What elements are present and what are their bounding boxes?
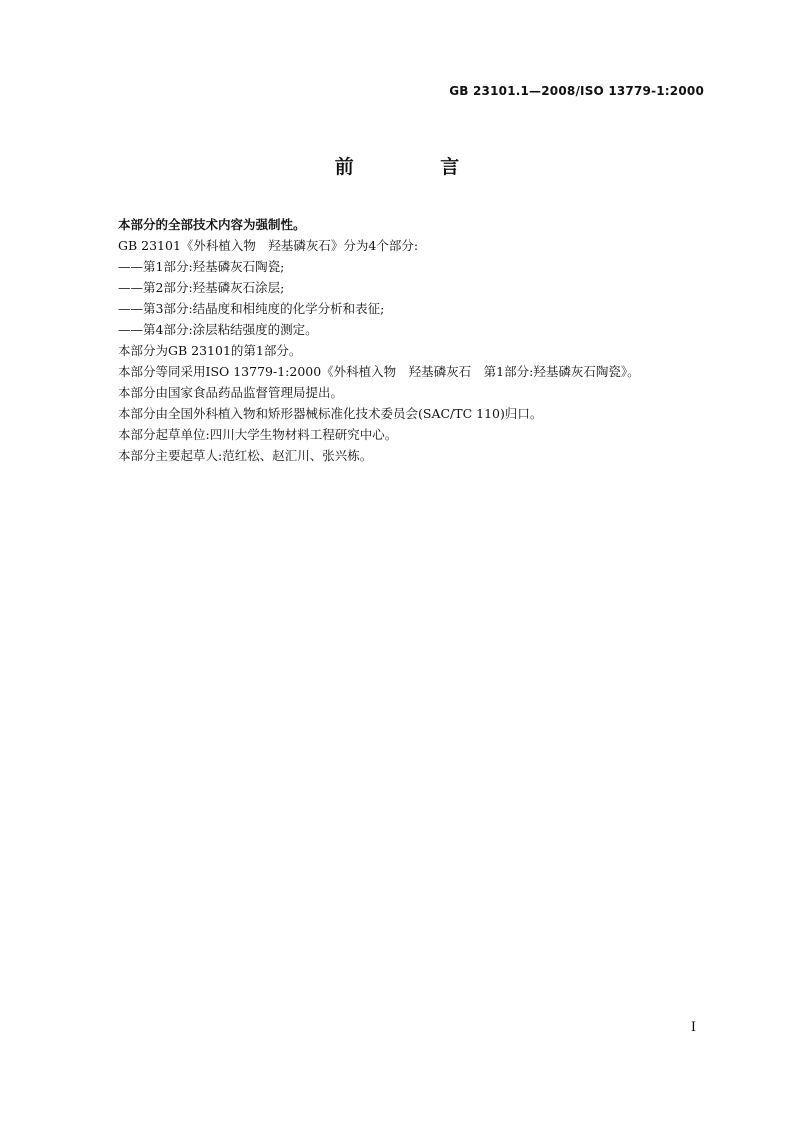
- paragraph-equivalence: 本部分等同采用ISO 13779-1:2000《外科植入物 羟基磷灰石 第1部分:羟基磷灰石陶瓷》。: [118, 364, 640, 379]
- page-title: 前 言: [334, 156, 500, 178]
- list-item-part-1: ——第1部分:羟基磷灰石陶瓷;: [118, 259, 285, 274]
- paragraph-centralized-by: 本部分由全国外科植入物和矫形器械标准化技术委员会(SAC/TC 110)归口。: [118, 406, 543, 421]
- paragraph-proposed-by: 本部分由国家食品药品监督管理局提出。: [118, 385, 344, 400]
- list-item-part-4: ——第4部分:涂层粘结强度的测定。: [118, 322, 318, 337]
- list-item-part-2: ——第2部分:羟基磷灰石涂层;: [118, 280, 285, 295]
- paragraph-drafting-unit: 本部分起草单位:四川大学生物材料工程研究中心。: [118, 427, 398, 442]
- foreword-body: [118, 214, 718, 466]
- paragraph-part-statement: 本部分为GB 23101的第1部分。: [118, 343, 302, 358]
- standard-number: GB 23101.1—2008/ISO 13779-1:2000: [449, 84, 704, 98]
- list-item-part-3: ——第3部分:结晶度和相纯度的化学分析和表征;: [118, 301, 385, 316]
- paragraph-parts-intro: GB 23101《外科植入物 羟基磷灰石》分为4个部分:: [118, 238, 419, 253]
- mandatory-statement: 本部分的全部技术内容为强制性。: [118, 217, 306, 232]
- paragraph-drafters: 本部分主要起草人:范红松、赵汇川、张兴栋。: [118, 448, 373, 463]
- page-number: I: [690, 1020, 696, 1035]
